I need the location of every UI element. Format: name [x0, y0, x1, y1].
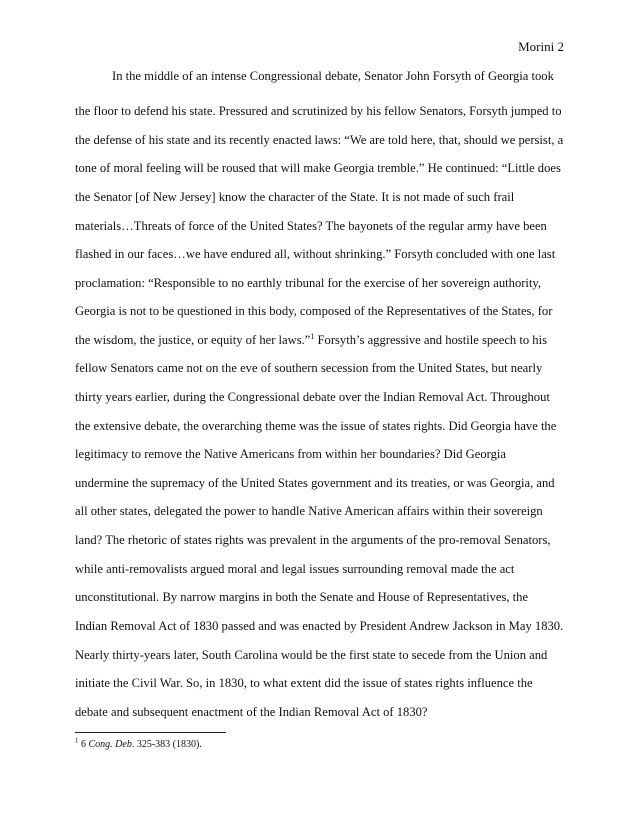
running-head: Morini 2 [518, 39, 564, 54]
body-line-10-continued: Forsyth’s aggressive and hostile speech to his [314, 333, 547, 347]
footnote-marker: 1 [310, 331, 315, 341]
body-line-10-quote: the wisdom, the justice, or equity of her laws.” [75, 333, 311, 347]
body-line-5: the Senator [of New Jersey] know the character of the State. It is not made of such frail [75, 190, 515, 204]
footnote-suffix: . 325-383 (1830). [131, 739, 202, 750]
body-line-6: materials…Threats of force of the United States? The bayonets of the regular army have been [75, 219, 547, 233]
body-line-9: Georgia is not to be questioned in this body, composed of the Representatives of the States, for [75, 304, 553, 318]
body-line-18: while anti-removalists argued moral and legal issues surrounding removal made the act [75, 562, 515, 576]
body-line-20: Indian Removal Act of 1830 passed and was enacted by President Andrew Jackson in May 1830. [75, 619, 564, 633]
body-line-4: tone of moral feeling will be roused that will make Georgia tremble.” He continued: “Little does [75, 161, 561, 175]
footnote-number: 1 [75, 736, 79, 745]
body-line-7: flashed in our faces…we have endured all, without shrinking.” Forsyth concluded with one last [75, 247, 556, 261]
body-line-22: initiate the Civil War. So, in 1830, to what extent did the issue of states rights influence the [75, 676, 533, 690]
body-line-10 [75, 332, 547, 348]
body-line-15: undermine the supremacy of the United States government and its treaties, or was Georgia, and [75, 476, 555, 490]
body-line-13: the extensive debate, the overarching theme was the issue of states rights. Did Georgia have the [75, 419, 557, 433]
body-line-14: legitimacy to remove the Native Americans from within her boundaries? Did Georgia [75, 447, 506, 461]
footnote-source: Cong. Deb [88, 739, 132, 750]
body-line-2: the floor to defend his state. Pressured and scrutinized by his fellow Senators, Forsyth jumped to [75, 104, 562, 118]
body-line-19: unconstitutional. By narrow margins in both the Senate and House of Representatives, the [75, 590, 529, 604]
body-line-3: the defense of his state and its recently enacted laws: “We are told here, that, should we persist, a [75, 133, 564, 147]
body-line-16: all other states, delegated the power to handle Native American affairs within their sovereign [75, 504, 543, 518]
body-line-11: fellow Senators came not on the eve of southern secession from the United States, but nearly [75, 361, 543, 375]
body-line-1: In the middle of an intense Congressional debate, Senator John Forsyth of Georgia took [112, 69, 554, 83]
body-line-17: land? The rhetoric of states rights was prevalent in the arguments of the pro-removal Senators, [75, 533, 551, 547]
footnote-separator [75, 732, 226, 733]
footnote-prefix: 6 [78, 739, 89, 750]
body-line-8: proclamation: “Responsible to no earthly tribunal for the exercise of her sovereign authority, [75, 276, 542, 290]
body-line-12: thirty years earlier, during the Congressional debate over the Indian Removal Act. Throughout [75, 390, 550, 404]
body-line-23: debate and subsequent enactment of the Indian Removal Act of 1830? [75, 705, 428, 719]
body-line-21: Nearly thirty-years later, South Carolina would be the first state to secede from the Union and [75, 648, 548, 662]
footnote [75, 736, 202, 750]
